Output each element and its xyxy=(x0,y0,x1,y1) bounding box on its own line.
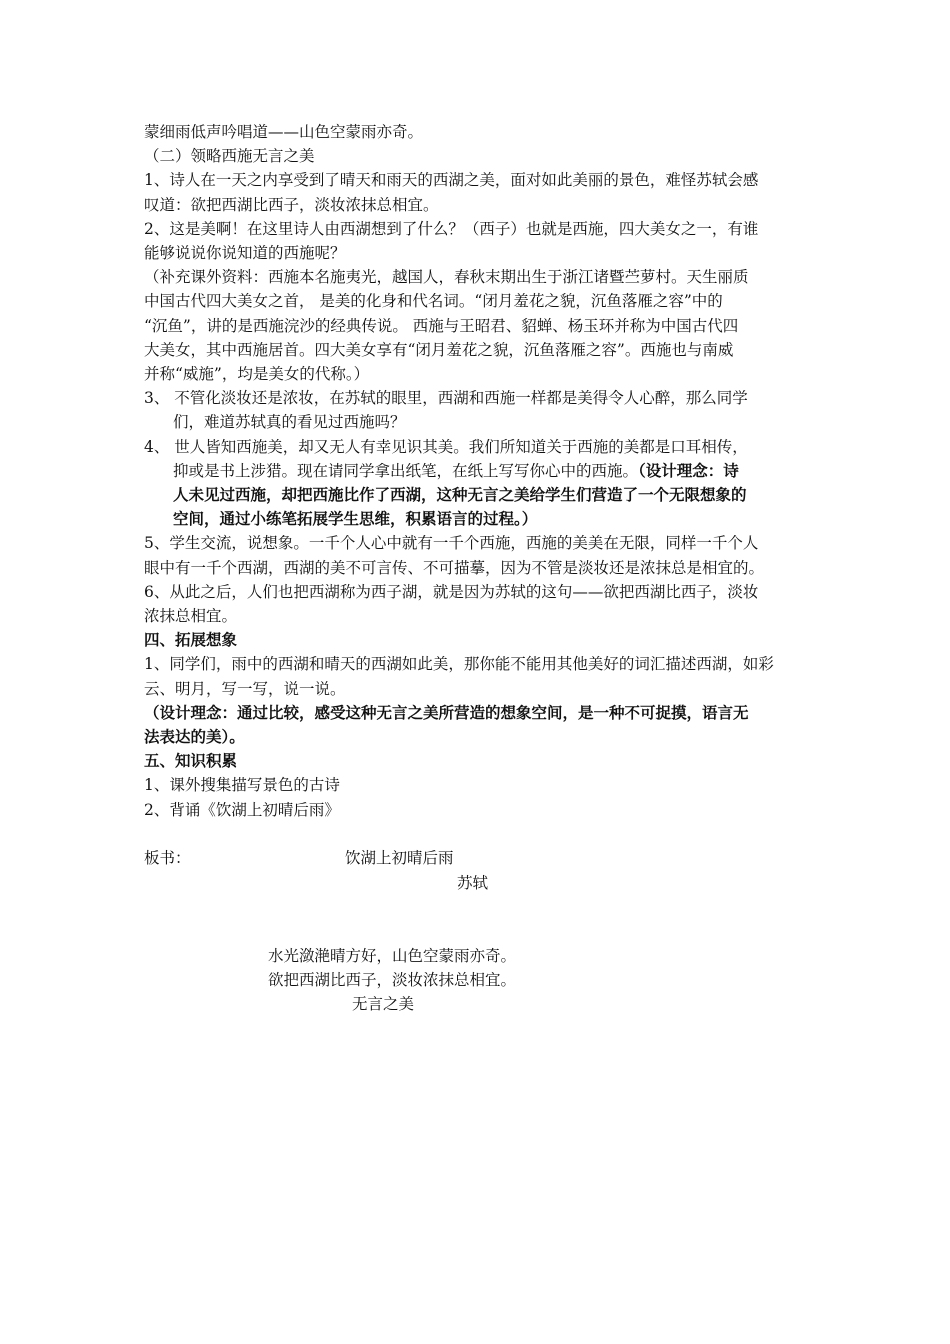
board-poem-line: 欲把西湖比西子，淡妆浓抹总相宜。 xyxy=(268,971,517,990)
paragraph-line: 2、这是美啊！在这里诗人由西湖想到了什么？（西子）也就是西施，四大美女之一，有谁 xyxy=(144,219,759,238)
supplement-line: （补充课外资料：西施本名施夷光，越国人，春秋末期出生于浙江诸暨苎萝村。天生丽质 xyxy=(144,268,749,287)
paragraph-line: 眼中有一千个西湖，西湖的美不可言传、不可描摹，因为不管是淡妆还是浓抹总是相宜的。 xyxy=(144,558,765,577)
design-note-line: 空间，通过小练笔拓展学生思维，积累语言的过程。） xyxy=(173,509,538,529)
board-poem-line: 水光潋滟晴方好，山色空蒙雨亦奇。 xyxy=(268,946,517,965)
paragraph-line: 2、背诵《饮湖上初晴后雨》 xyxy=(144,800,340,819)
paragraph-line xyxy=(144,459,812,483)
design-note-line: 法表达的美）。 xyxy=(144,727,245,747)
board-author-row xyxy=(144,871,812,896)
supplement-line: 大美女，其中西施居首。四大美女享有“闭月羞花之貌，沉鱼落雁之容”。西施也与南威 xyxy=(144,340,734,359)
board-title: 饮湖上初晴后雨 xyxy=(345,848,454,867)
paragraph-line: 1、诗人在一天之内享受到了晴天和雨天的西湖之美，面对如此美丽的景色，难怪苏轼会感 xyxy=(144,171,759,190)
section-heading: 四、拓展想象 xyxy=(144,630,238,650)
section-heading: 五、知识积累 xyxy=(144,751,238,771)
document-body xyxy=(144,120,812,1017)
supplement-line: 中国古代四大美女之首， 是美的化身和代名词。“闭月羞花之貌，沉鱼落雁之容”中的 xyxy=(144,292,723,311)
paragraph-line: 们，难道苏轼真的看见过西施吗？ xyxy=(173,413,406,432)
paragraph-line: 6、从此之后，人们也把西湖称为西子湖，就是因为苏轼的这句——欲把西湖比西子，淡妆 xyxy=(144,582,759,601)
paragraph-line: 云、明月，写一写，说一说。 xyxy=(144,679,346,698)
board-label: 板书： xyxy=(144,848,191,867)
board-author: 苏轼 xyxy=(457,873,489,892)
paragraph-line: 5、学生交流，说想象。一千个人心中就有一千个西施，西施的美美在无限，同样一千个人 xyxy=(144,534,759,553)
paragraph-line: 浓抹总相宜。 xyxy=(144,607,238,626)
paragraph-text: 抑或是书上涉猎。现在请同学拿出纸笔，在纸上写写你心中的西施。 xyxy=(173,461,639,480)
design-note: （设计理念：诗 xyxy=(638,460,739,480)
paragraph-line: 1、同学们，雨中的西湖和晴天的西湖如此美，那你能不能用其他美好的词汇描述西湖，如彩 xyxy=(144,655,774,674)
design-note-line: 人未见过西施，却把西施比作了西湖，这种无言之美给学生们营造了一个无限想象的 xyxy=(173,485,747,505)
paragraph-line: 3、 不管化淡妆还是浓妆，在苏轼的眼里，西湖和西施一样都是美得令人心醉，那么同学 xyxy=(144,389,748,408)
spacer xyxy=(144,896,812,920)
design-note-line: （设计理念：通过比较，感受这种无言之美所营造的想象空间，是一种不可捉摸，语言无 xyxy=(144,702,749,722)
paragraph-line: 4、 世人皆知西施美，却又无人有幸见识其美。我们所知道关于西施的美都是口耳相传， xyxy=(144,437,748,456)
supplement-line: “沉鱼”，讲的是西施浣沙的经典传说。 西施与王昭君、貂蝉、杨玉环并称为中国古代四 xyxy=(144,316,739,335)
board-theme: 无言之美 xyxy=(352,995,415,1014)
spacer xyxy=(144,822,812,846)
board-header xyxy=(144,846,812,871)
section-heading: （二）领略西施无言之美 xyxy=(144,147,315,166)
spacer xyxy=(144,920,812,944)
paragraph-line: 能够说说你说知道的西施呢？ xyxy=(144,244,346,263)
paragraph-line: 蒙细雨低声吟唱道——山色空蒙雨亦奇。 xyxy=(144,123,424,141)
supplement-line: 并称“威施”，均是美女的代称。） xyxy=(144,365,370,384)
paragraph-line: 叹道：欲把西湖比西子，淡妆浓抹总相宜。 xyxy=(144,195,439,214)
paragraph-line: 1、课外搜集描写景色的古诗 xyxy=(144,776,340,795)
